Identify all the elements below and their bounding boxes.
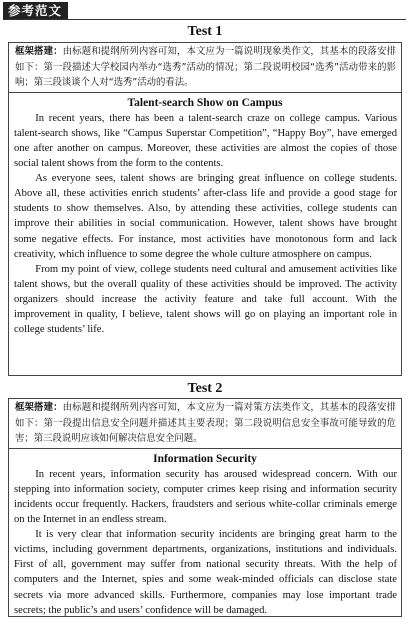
test1-paragraph-3: From my point of view, college students need cultural and amusement activities like talent shows, but the overall quality of these activities should be improved. The activity organizers should increase the activity feature and take full account. With the improvement in quality, I believe, talent shows will go on playing an important role in college students’ life. (14, 263, 397, 336)
test1-frame (8, 42, 402, 376)
test2-intro-text: 由标题和提纲所列内容可知，本文应为一篇对策方法类作文，其基本的段落安排如下：第一段提出信息安全问题并描述其主要表现；第二段说明信息安全事故可能导致的危害；第三段说明应该如何解决信息安全问题。 (15, 402, 396, 445)
test1-title: Test 1 (187, 24, 223, 39)
section-tag: 参考范文 (3, 2, 68, 20)
test2-paragraph-2: It is very clear that information security incidents are bringing great harm to the victims, including government departments, organizations, institutions and individuals. First of all, government may suffer from national security threats. With the help of computers and the Internet, spies and some weak-minded officials can disclose state secrets via more advanced skills. Furthermore, companies may lose important trade secrets; the public’s and users’ confidence will be damaged. (14, 529, 397, 616)
test1-intro (9, 43, 401, 93)
test1-paragraph-2: As everyone sees, talent shows are bringing great influence on college students. Above all, these activities enrich students’ after-class life and provide a good stage for students to show themselves. Also, by attending these activities, college students can improve their abilities in social communication. However, talent shows have brought some negative effects. For instance, most activities have monotonous form and lack creativity, which influence to some degree the whole culture atmosphere on campus. (14, 173, 397, 260)
test2-essay-title: Information Security (153, 452, 257, 465)
test1-paragraph-1: In recent years, there has been a talent-search craze on college campus. Various talent-search shows, like “Campus Superstar Competition”, “Happy Boy”, have emerged one after another on campus. Moreover, these activities are almost the copies of those social talent shows from the form to the contents. (14, 112, 397, 170)
test1-intro-text: 由标题和提纲所列内容可知，本文应为一篇说明现象类作文，其基本的段落安排如下：第一段描述大学校园内举办“选秀”活动的情况；第二段说明校园“选秀”活动带来的影响；第三段谈谈个人对“选秀”活动的看法。 (15, 46, 396, 89)
test2-title: Test 2 (187, 381, 223, 396)
test2-intro-label: 框架搭建： (15, 402, 63, 413)
test1-intro-label: 框架搭建： (15, 46, 63, 57)
header-divider (3, 19, 406, 20)
test2-frame (8, 398, 402, 617)
test2-intro (9, 399, 401, 449)
test2-paragraph-1: In recent years, information security has aroused widespread concern. With our stepping into information society, computer crimes keep rising and information security incidents occur frequently. Hackers, fraudsters and serious white-collar criminals emerge on the Internet in an endless stream. (14, 468, 397, 526)
test1-essay-title: Talent-search Show on Campus (127, 96, 283, 109)
